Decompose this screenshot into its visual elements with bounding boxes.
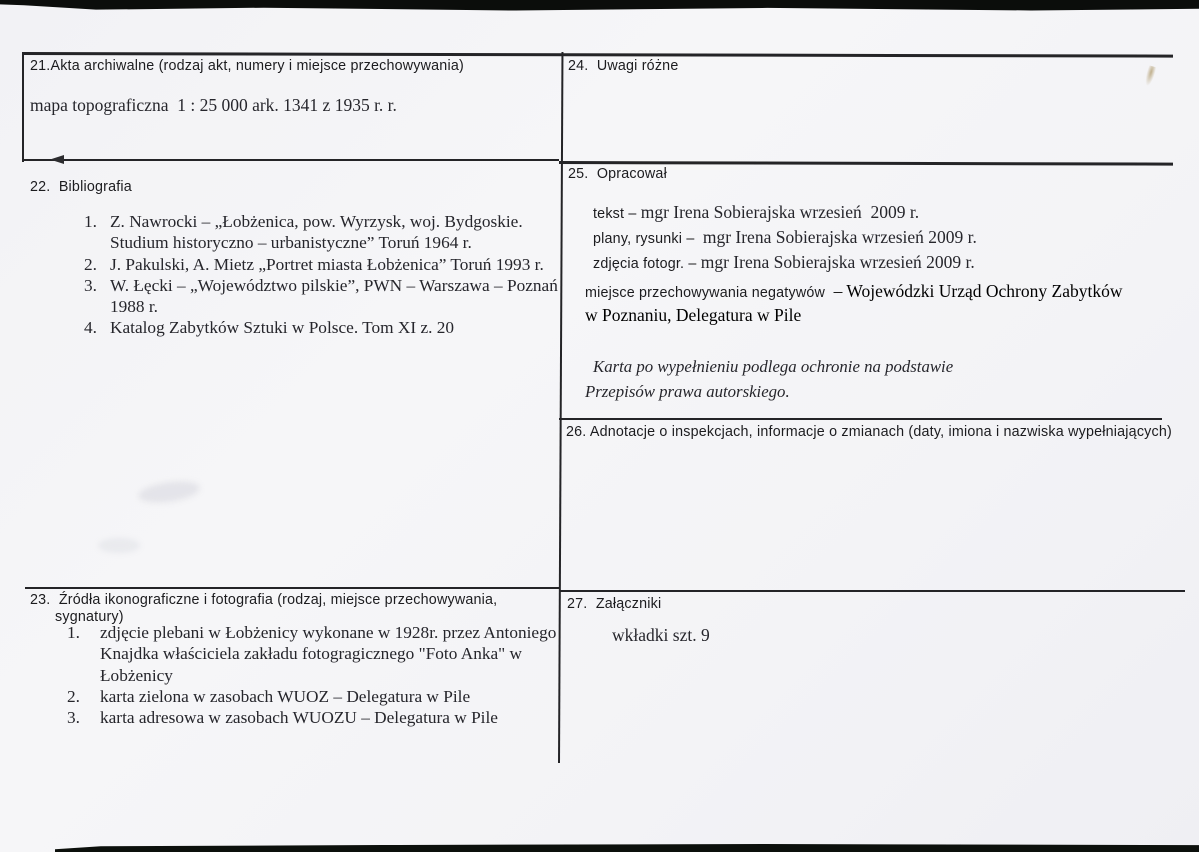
negatives-value: – Wojewódzki Urząd Ochrony Zabytków — [829, 281, 1123, 301]
credit-label: zdjęcia fotogr. – — [593, 256, 701, 272]
copyright-notice — [585, 355, 953, 404]
list-item-number: 4. — [84, 318, 97, 338]
credit-label: tekst – — [593, 206, 641, 222]
section-23-header — [30, 592, 497, 625]
credits-block — [593, 201, 977, 276]
credit-value: mgr Irena Sobierajska wrzesień 2009 r. — [640, 202, 920, 222]
list-item-text: W. Łęcki – „Województwo pilskie”, PWN – Warszawa – Poznań 1988 r. — [110, 275, 558, 317]
section-22-header: 22. Bibliografia — [30, 179, 132, 195]
divider-24-25 — [559, 161, 1173, 166]
credit-value: mgr Irena Sobierajska wrzesień 2009 r. — [702, 227, 977, 247]
list-item-number: 2. — [84, 254, 97, 274]
scan-edge-top — [0, 0, 1199, 11]
table-border-top — [22, 52, 1173, 58]
scan-smudge — [137, 478, 201, 506]
text-line: Przepisów prawa autorskiego. — [585, 381, 790, 401]
section-25-header: 25. Opracował — [568, 166, 667, 182]
iconographic-sources-list — [67, 622, 556, 728]
list-item-text: zdjęcie plebani w Łobżenicy wykonane w 1928r. przez Antoniego Knajdka właściciela zakładu fotogragicznego "Foto Anka" w Łobżenicy — [100, 623, 557, 685]
list-item-number: 2. — [67, 686, 80, 706]
list-item-number: 3. — [84, 275, 97, 295]
divider-25-26 — [559, 418, 1162, 420]
credit-row — [593, 201, 977, 226]
list-item-text: Katalog Zabytków Sztuki w Polsce. Tom XI z. 20 — [110, 318, 455, 338]
list-item — [84, 317, 558, 338]
negatives-storage-block — [585, 281, 1122, 326]
negatives-line-1 — [585, 281, 1122, 305]
list-item-number: 1. — [67, 623, 80, 642]
list-item — [84, 275, 558, 318]
section-21-content: mapa topograficzna 1 : 25 000 ark. 1341 z 1935 r. r. — [30, 95, 397, 115]
list-item-text: J. Pakulski, A. Mietz „Portret miasta Łobżenica” Toruń 1993 r. — [110, 254, 544, 274]
list-item — [84, 254, 558, 275]
text-line: Karta po wypełnieniu podlega ochronie na podstawie — [593, 357, 954, 376]
credit-label: plany, rysunki – — [593, 231, 703, 247]
section-27-header: 27. Załączniki — [567, 596, 662, 612]
list-item-number: 1. — [84, 212, 97, 231]
list-item-text: karta adresowa w zasobach WUOZU – Delegatura w Pile — [100, 708, 498, 728]
list-item-text: Z. Nawrocki – „Łobżenica, pow. Wyrzysk, woj. Bydgoskie. Studium historyczno – urbanistyczne” Toruń 1964 r. — [110, 212, 523, 253]
table-border-left — [22, 52, 24, 162]
list-item-text: karta zielona w zasobach WUOZ – Delegatura w Pile — [100, 686, 471, 706]
credit-row — [593, 251, 977, 276]
scan-line-artifact — [50, 155, 64, 164]
negatives-label: miejsce przechowywania negatywów — [585, 285, 830, 301]
section-26-header: 26. Adnotacje o inspekcjach, informacje o zmianach (daty, imiona i nazwiska wypełniających) — [566, 424, 1172, 440]
credit-value: mgr Irena Sobierajska wrzesień 2009 r. — [700, 252, 975, 272]
scan-smudge — [98, 538, 140, 553]
scan-speck — [1143, 65, 1156, 86]
credit-row — [593, 226, 977, 251]
text-line: sygnatury) — [55, 608, 124, 625]
list-item-number: 3. — [67, 708, 80, 728]
list-item — [67, 707, 556, 728]
list-item — [67, 622, 556, 686]
section-24-header: 24. Uwagi różne — [568, 58, 679, 74]
divider-22-23 — [25, 587, 559, 589]
divider-21-22 — [22, 159, 559, 161]
section-27-content: wkładki szt. 9 — [612, 625, 710, 645]
list-item — [84, 211, 558, 254]
list-item — [67, 686, 556, 707]
bibliography-list — [84, 211, 558, 339]
divider-26-27 — [559, 590, 1185, 592]
negatives-line-2: w Poznaniu, Delegatura w Pile — [585, 304, 802, 325]
text-line: 23. Źródła ikonograficzne i fotografia (rodzaj, miejsce przechowywania, — [30, 592, 498, 608]
scan-edge-bottom — [55, 844, 1199, 852]
section-21-header: 21.Akta archiwalne (rodzaj akt, numery i miejsce przechowywania) — [30, 58, 464, 74]
